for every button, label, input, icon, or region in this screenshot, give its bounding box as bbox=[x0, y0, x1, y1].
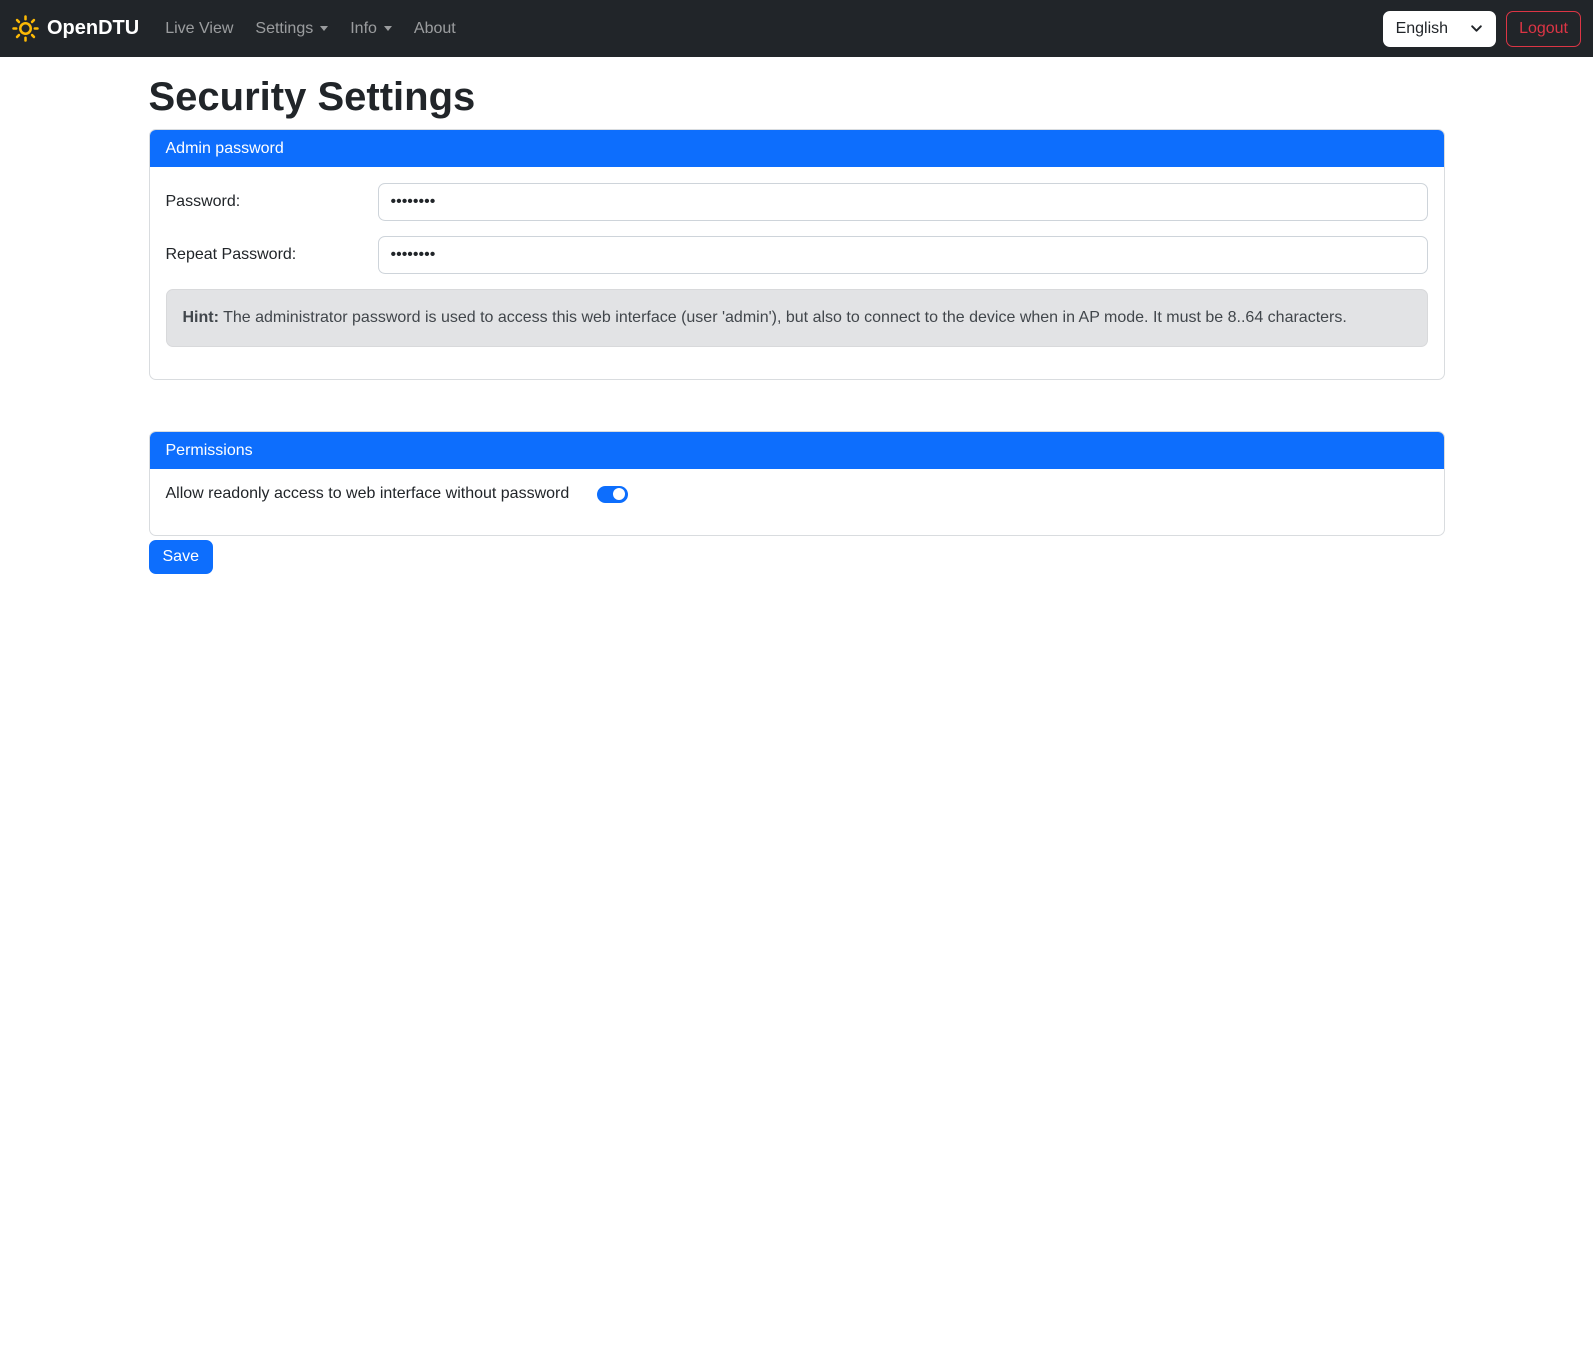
permissions-card-header: Permissions bbox=[150, 432, 1444, 469]
page-title: Security Settings bbox=[148, 75, 476, 119]
repeat-password-input[interactable] bbox=[378, 236, 1428, 274]
language-select-value: English bbox=[1395, 19, 1449, 37]
chevron-down-icon bbox=[1470, 22, 1483, 35]
brand-link[interactable] bbox=[12, 15, 139, 42]
save-button[interactable]: Save bbox=[149, 540, 213, 574]
language-select[interactable] bbox=[1383, 11, 1496, 47]
password-label: Password: bbox=[165, 193, 241, 210]
admin-password-card bbox=[149, 129, 1445, 380]
hint-text: The administrator password is used to access this web interface (user 'admin'), but also to connect to the device when in AP mode. It must be 8..64 characters. bbox=[218, 309, 1347, 326]
readonly-access-label: Allow readonly access to web interface without password bbox=[165, 485, 570, 502]
password-field-row bbox=[166, 183, 1428, 221]
permissions-card bbox=[149, 431, 1445, 536]
repeat-password-label: Repeat Password: bbox=[165, 246, 297, 263]
password-input[interactable] bbox=[378, 183, 1428, 221]
caret-down-icon bbox=[384, 26, 392, 31]
sun-icon bbox=[12, 15, 39, 42]
caret-down-icon bbox=[320, 26, 328, 31]
password-hint bbox=[166, 289, 1428, 347]
nav-live-view[interactable]: Live View bbox=[165, 19, 234, 37]
main-content bbox=[137, 57, 1457, 574]
nav-settings[interactable]: Settings bbox=[247, 12, 336, 46]
nav-menu bbox=[157, 12, 470, 46]
admin-password-card-header: Admin password bbox=[150, 130, 1444, 167]
brand-label: OpenDTU bbox=[47, 17, 140, 39]
repeat-password-field-row bbox=[166, 236, 1428, 274]
nav-info[interactable]: Info bbox=[342, 12, 400, 46]
nav-about[interactable]: About bbox=[413, 19, 456, 37]
hint-label: Hint: bbox=[182, 309, 219, 326]
readonly-access-row bbox=[166, 485, 1428, 503]
readonly-access-toggle[interactable] bbox=[597, 486, 628, 503]
toggle-knob bbox=[613, 488, 625, 500]
navbar bbox=[0, 0, 1593, 57]
logout-button[interactable]: Logout bbox=[1506, 11, 1581, 47]
